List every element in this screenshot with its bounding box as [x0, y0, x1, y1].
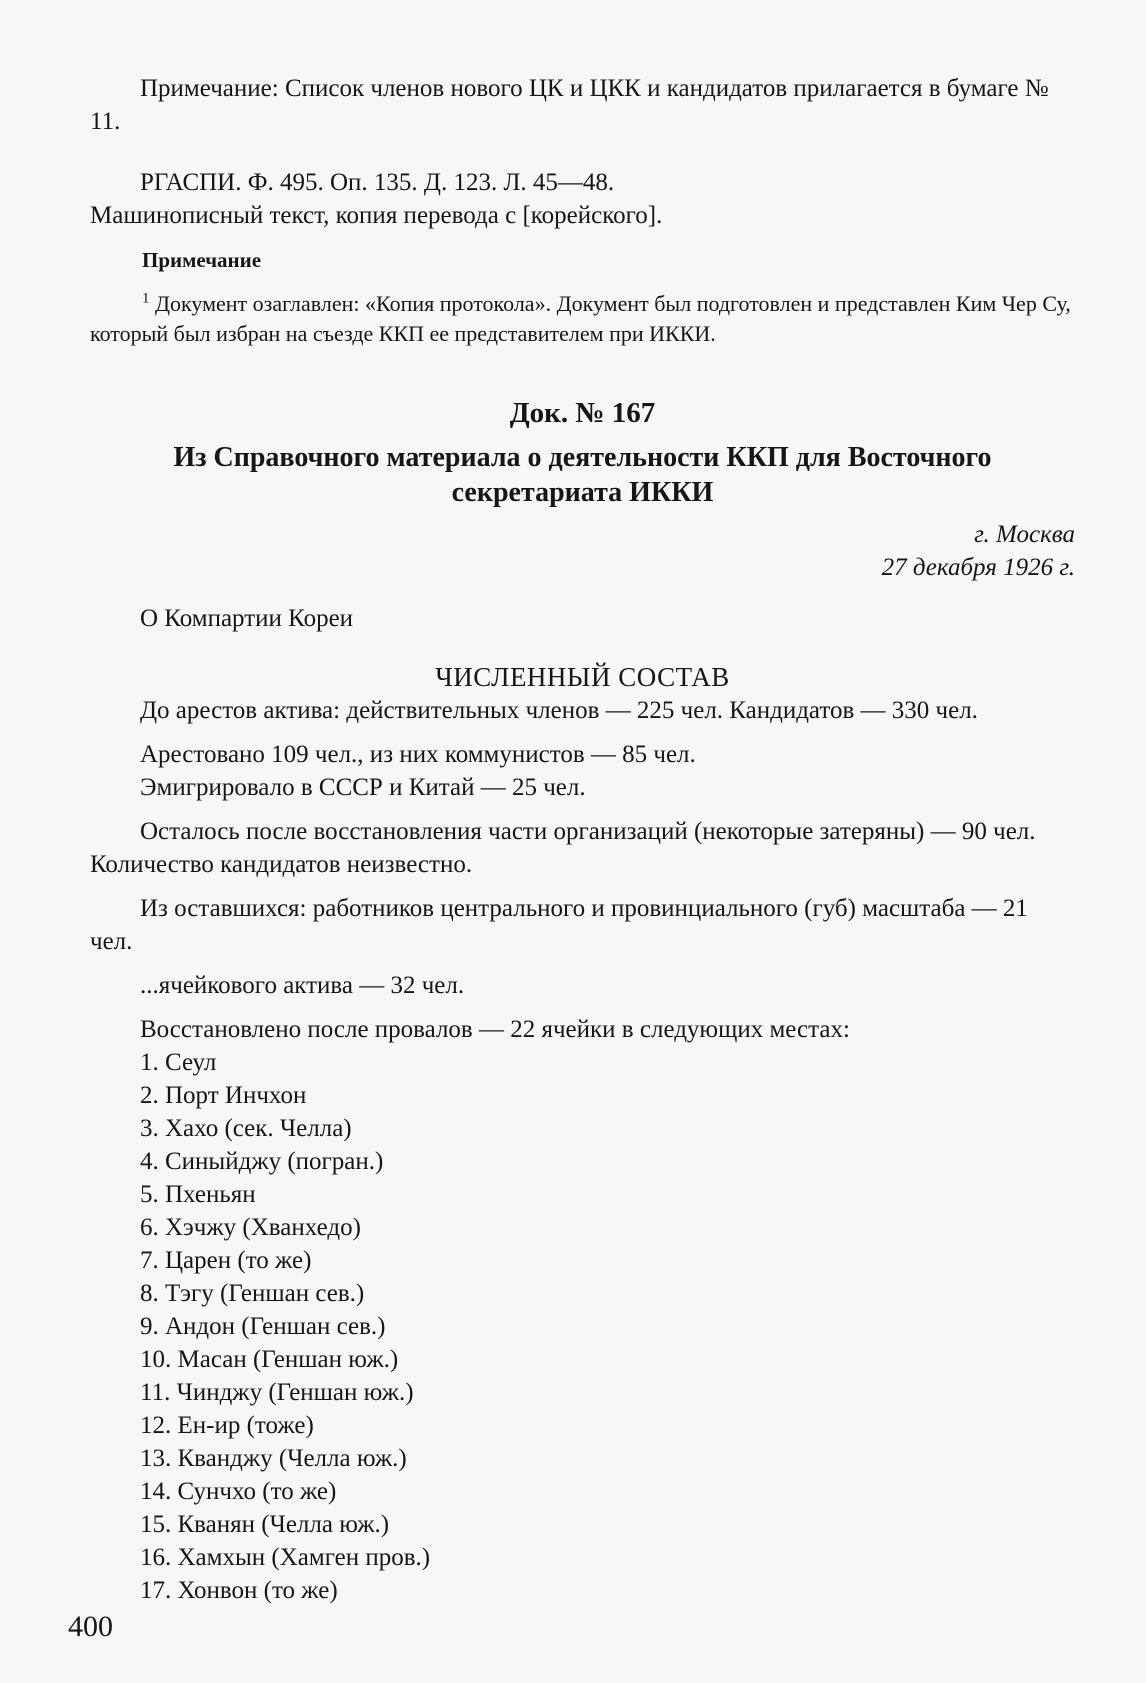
document-title: Из Справочного материала о деятельности ККП для Восточного секретариата ИККИ: [173, 442, 992, 508]
stat-arrested: Арестовано 109 чел., из них коммунистов — 85 чел.: [140, 741, 696, 768]
list-item: 10. Масан (Геншан юж.): [140, 1346, 399, 1373]
stat-remaining: Осталось после восстановления части организаций (некоторые затеряны) — 90 чел. Количество кандидатов неизвестно.: [90, 818, 1036, 878]
section-title: ЧИСЛЕННЫЙ СОСТАВ: [435, 662, 730, 692]
list-item: 8. Тэгу (Геншан сев.): [140, 1280, 365, 1307]
footnote-mark: 1: [142, 290, 150, 307]
top-note: Примечание: Список членов нового ЦК и ЦКК и кандидатов прилагается в бумаге № 11.: [90, 75, 1049, 135]
archive-description: Машинописный текст, копия перевода с [корейского].: [90, 202, 663, 229]
document-number: Док. № 167: [509, 397, 656, 429]
list-item: 12. Ен-ир (тоже): [140, 1412, 314, 1439]
places-list: [90, 1046, 1075, 1607]
stat-cell-activists: ...ячейкового актива — 32 чел.: [140, 972, 465, 999]
document-place: г. Москва: [974, 521, 1075, 548]
document-date: 27 декабря 1926 г.: [881, 554, 1075, 581]
list-item: 6. Хэчжу (Хванхедо): [140, 1214, 361, 1241]
stat-restored: Восстановлено после провалов — 22 ячейки в следующих местах:: [140, 1016, 850, 1043]
list-item: 13. Кванджу (Челла юж.): [140, 1445, 407, 1472]
list-item: 14. Сунчхо (то же): [140, 1478, 337, 1505]
document-page: [90, 72, 1075, 1607]
footnote-text: Документ озаглавлен: «Копия протокола». Документ был подготовлен и представлен Ким Чер Су, который был избран на съезде ККП ее представителем при ИККИ.: [90, 291, 1071, 346]
footnote: [90, 289, 1075, 349]
archive-reference: РГАСПИ. Ф. 495. Оп. 135. Д. 123. Л. 45—48.: [140, 169, 615, 196]
page-number: 400: [68, 1610, 113, 1643]
stat-before-arrests: До арестов актива: действительных членов — 225 чел. Кандидатов — 330 чел.: [140, 697, 978, 724]
list-item: 11. Чинджу (Геншан юж.): [140, 1379, 414, 1406]
notes-heading: Примечание: [142, 248, 262, 272]
stat-workers: Из оставшихся: работников центрального и провинциального (губ) масштаба — 21 чел.: [90, 895, 1028, 955]
list-item: 3. Хахо (сек. Челла): [140, 1115, 352, 1142]
document-subject: О Компартии Кореи: [140, 605, 354, 632]
list-item: 5. Пхеньян: [140, 1181, 256, 1208]
list-item: 1. Сеул: [140, 1049, 217, 1076]
list-item: 4. Синыйджу (погран.): [140, 1148, 384, 1175]
list-item: 17. Хонвон (то же): [140, 1577, 338, 1604]
list-item: 7. Царен (то же): [140, 1247, 312, 1274]
list-item: 16. Хамхын (Хамген пров.): [140, 1544, 431, 1571]
stat-emigrated: Эмигрировало в СССР и Китай — 25 чел.: [140, 774, 586, 801]
list-item: 9. Андон (Геншан сев.): [140, 1313, 386, 1340]
list-item: 15. Кванян (Челла юж.): [140, 1511, 390, 1538]
list-item: 2. Порт Инчхон: [140, 1082, 307, 1109]
